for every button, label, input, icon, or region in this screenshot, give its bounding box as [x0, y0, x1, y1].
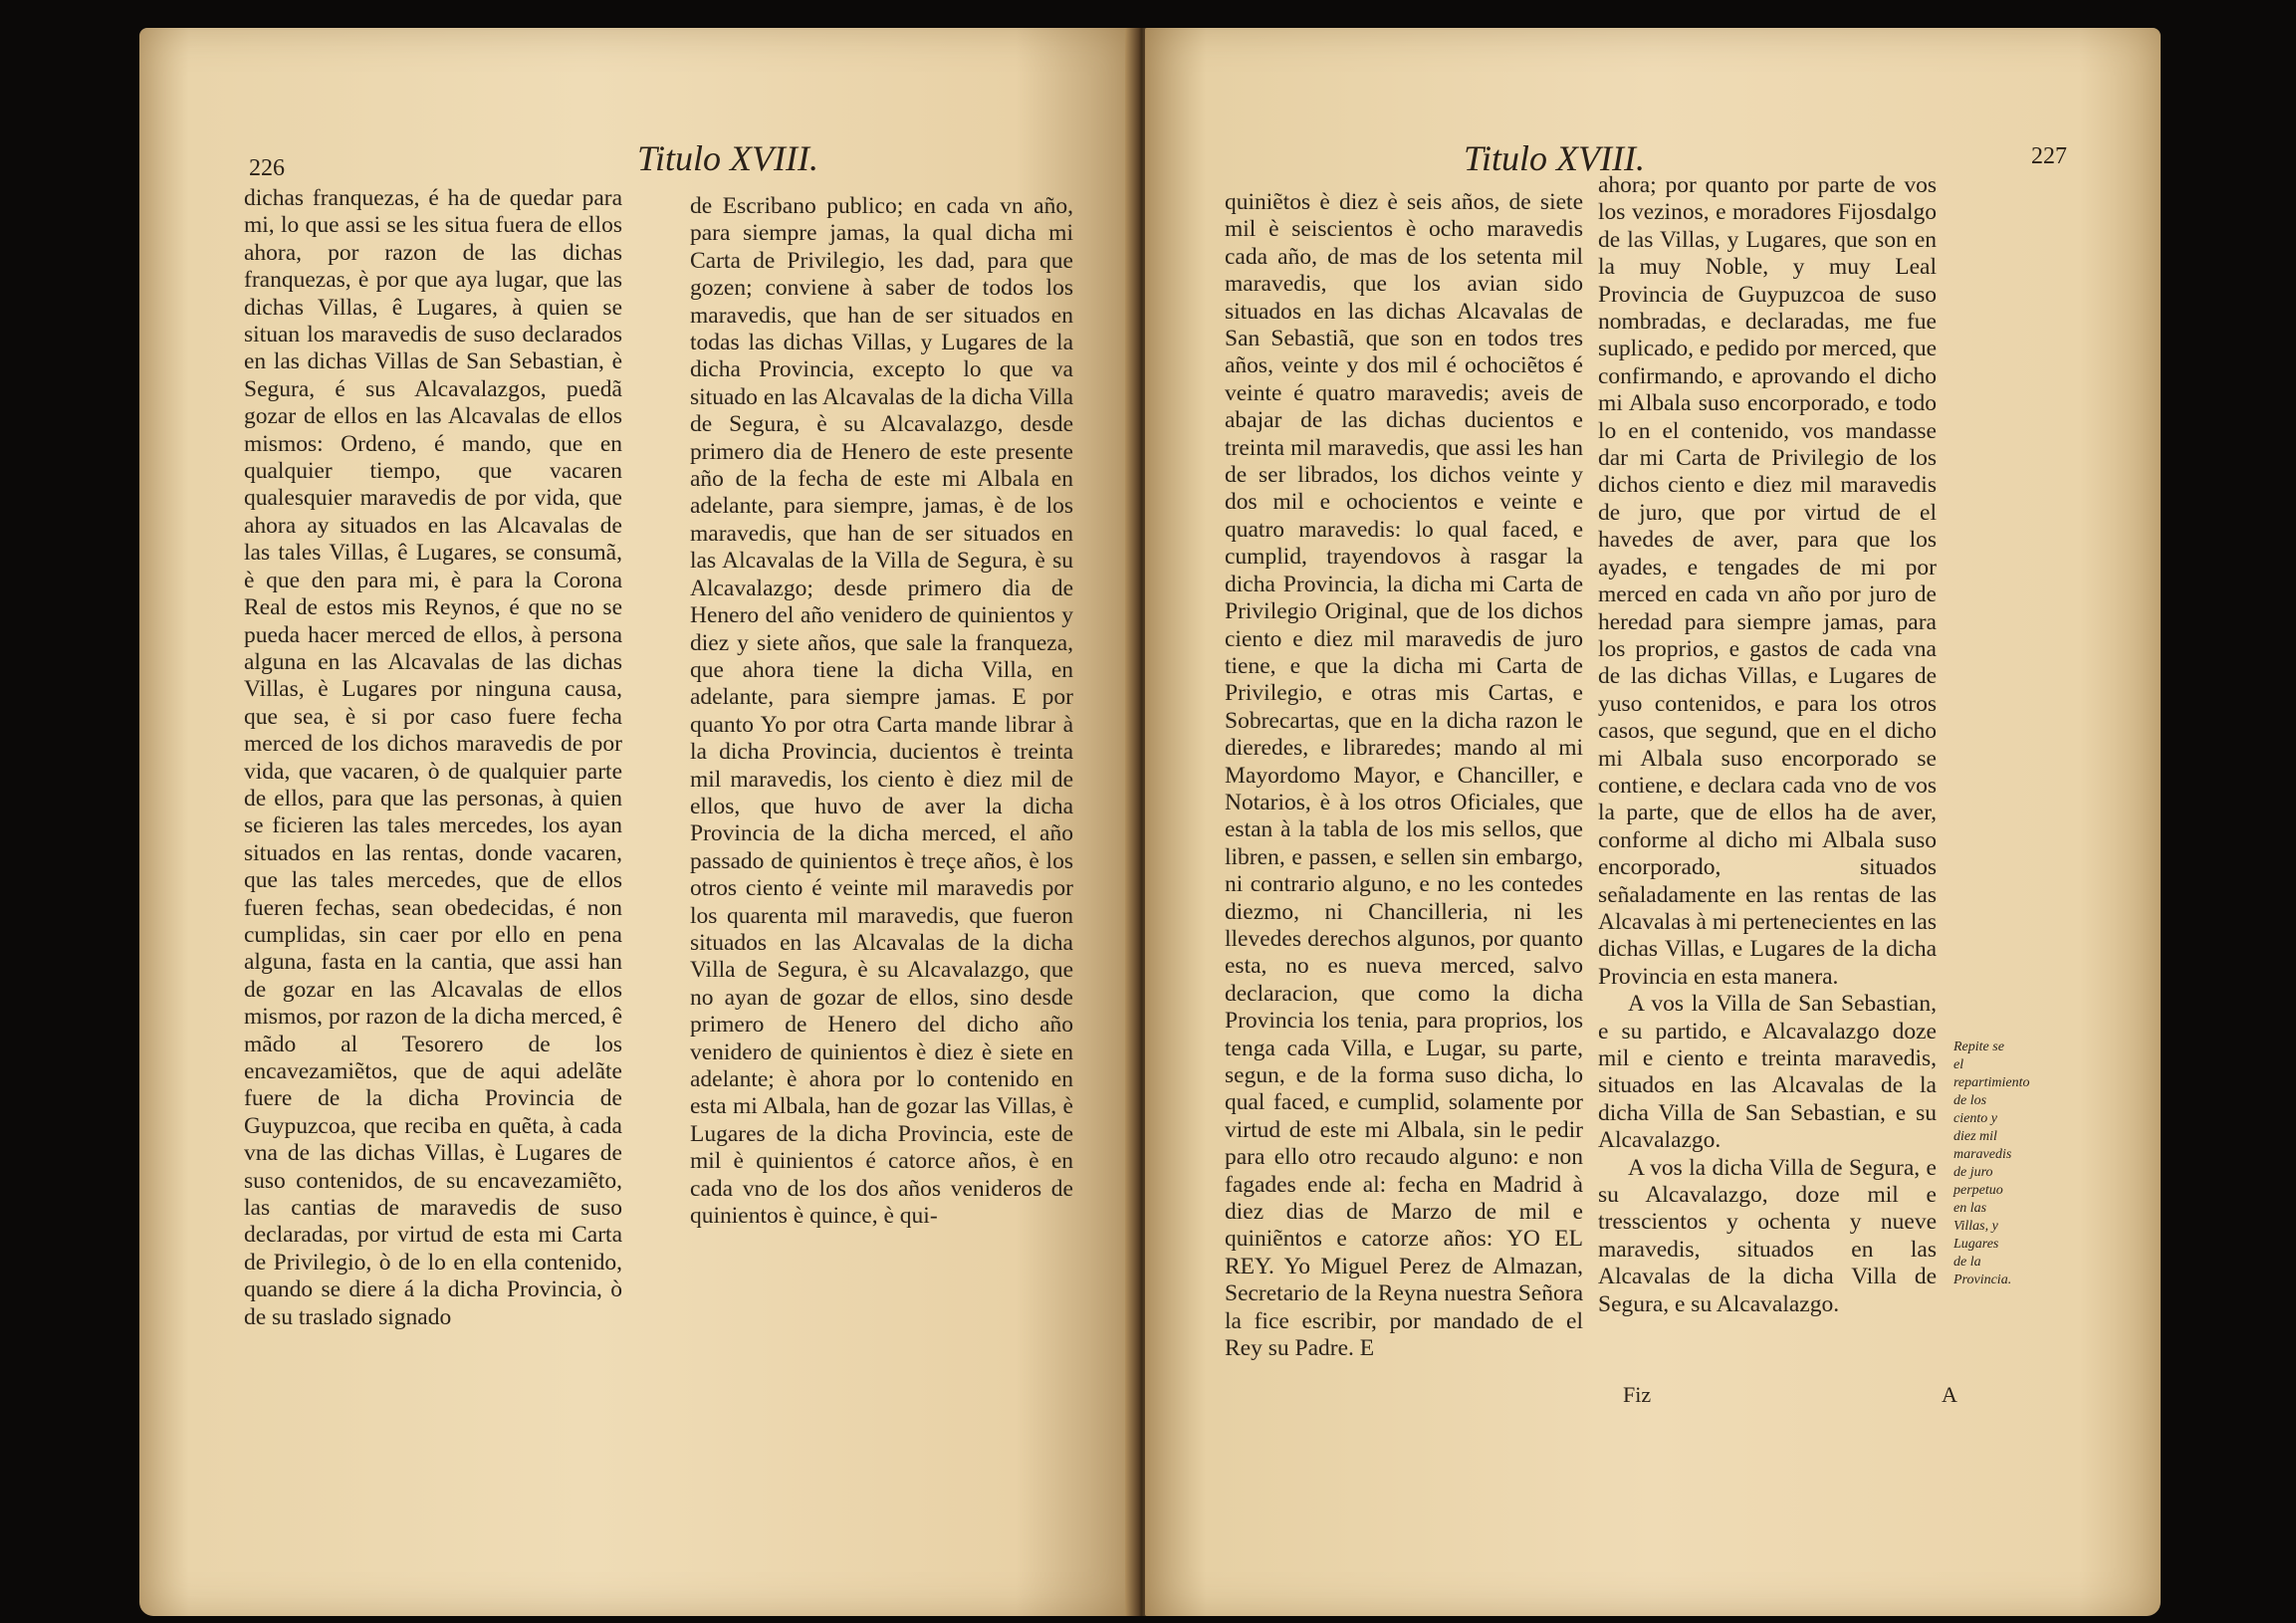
- right-page: [1145, 28, 2161, 1616]
- signature-mark: A: [1942, 1382, 1957, 1407]
- left-column-2: [690, 193, 1073, 1230]
- right-paragraph-2: A vos la Villa de San Sebastian, e su partido, e Alcavalazgo doze mil e ciento e treinta maravedis, situados en las Alcavalas de la dicha Villa de San Sebastian, e su Alcavalazgo.: [1598, 991, 1937, 1154]
- left-page-number-text: 226: [249, 155, 285, 181]
- right-column-2-text: ahora; por quanto por parte de vos los vezinos, e moradores Fijosdalgo de las Villas, y Lugares, que son en la muy Noble, y muy Leal Provincia de Guypuzcoa de suso nombradas, e declaradas, me fue suplicado, e pedido por merced, que confirmando, e aprovando el dicho mi Albala suso encorporado, e todo lo en el contenido, vos mandasse dar mi Carta de Privilegio de los dichos ciento e diez mil maravedis de juro, que por virtud de el havedes de aver, para que los ayades, e tengades de mi por merced en cada vn año por juro de heredad para siempre jamas, para los proprios, e gastos de cada vna de las dichas Villas, e Lugares de yuso contenidos, e para los otros casos, que segund, que en el dicho mi Albala suso encorporado se contiene, e declara cada vno de vos la parte, que de ellos ha de aver, conforme al dicho mi Albala suso encorporado, situados señaladamente en las rentas de las Alcavalas à mi pertenecientes en las dichas Villas, e Lugares de la dicha Provincia en esta manera.: [1598, 172, 1937, 990]
- right-page-number-text: 227: [2031, 143, 2067, 169]
- right-page-number: [2031, 137, 2067, 171]
- left-column-1-text: dichas franquezas, é ha de quedar para mi, lo que assi se les situa fuera de ellos ahora, por razon de las dichas franquezas, è por que aya lugar, que las dichas Villas, ê Lugares, à quien se situan los maravedis de suso declarados en las dichas Villas de San Sebastian, è Segura, é sus Alcavalazgos, puedã gozar de ellos en las Alcavalas de ellos mismos: Ordeno, é mando, que en qualquier tiempo, que vacaren qualesquier maravedis de por vida, que ahora ay situados en las Alcavalas de las tales Villas, ê Lugares, se consumã, è que den para mi, è para la Corona Real de estos mis Reynos, é que no se pueda hacer merced de ellos, à persona alguna en las Alcavalas de las dichas Villas, è Lugares por ninguna causa, que sea, è si por caso fuere fecha merced de los dichos maravedis de por vida, que vacaren, ò de qualquier parte de ellos, para que las personas, à quien se ficieren las tales mercedes, los ayan situados en las rentas, donde vacaren, que las tales mercedes, que de ellos fueren fechas, sean obedecidas, é non cumplidas, sin caer por ello en pena alguna, fasta en la cantia, que assi han de gozar en las Alcavalas de ellos mismos, por razon de la dicha merced, ê mãdo al Tesorero de los encavezamiẽtos, que de aqui adelãte fuere de la dicha Provincia de Guypuzcoa, que reciba en quẽta, à cada vna de las dichas Villas, è Lugares de suso contenidos, de su encavezamiẽto, las cantias de maravedis de suso declaradas, por virtud de esta mi Carta de Privilegio, ò de lo en ella contenido, quando se diere á la dicha Provincia, ò de su traslado signado: [244, 185, 622, 1330]
- margin-note: Repite se el repartimiento de los ciento y diez mil maravedis de juro perpetuo en las Villas, y Lugares de la Provincia.: [1953, 1040, 2030, 1287]
- left-running-title-text: Titulo XVIII.: [637, 138, 818, 178]
- left-running-title: [637, 137, 818, 179]
- right-running-title-text: Titulo XVIII.: [1464, 138, 1645, 178]
- left-page: [139, 28, 1135, 1616]
- left-column-1: [244, 185, 622, 1331]
- right-paragraph-3: A vos la dicha Villa de Segura, e su Alcavalazgo, doze mil e tresscientos y ochenta y nueve maravedis, situados en las Alcavalas de la dicha Villa de Segura, e su Alcavalazgo.: [1598, 1154, 1937, 1317]
- catchword: Fiz: [1623, 1382, 1652, 1407]
- right-column-1-text: quiniẽtos è diez è seis años, de siete mil è seiscientos è ocho maravedis cada año, de mas de los setenta mil maravedis, que los avian sido situados en las dichas Alcavalas de San Sebastiã, que son en todos tres años, veinte y dos mil é ochociẽtos é veinte é quatro maravedis; aveis de abajar de las dichas ducientos e treinta mil maravedis, que assi les han de ser librados, los dichos veinte y dos mil e ochocientos e veinte e quatro maravedis: lo qual faced, e cumplid, trayendovos à rasgar la dicha Provincia, la dicha mi Carta de Privilegio Original, que de los dichos ciento e diez mil maravedis de juro tiene, e que la dicha mi Carta de Privilegio, e otras mis Cartas, e Sobrecartas, que en la dicha razon le dieredes, e libraredes; mando al mi Mayordomo Mayor, e Chanciller, e Notarios, è à los otros Oficiales, que estan à la tabla de los mis sellos, que libren, e passen, e sellen sin embargo, ni contrario alguno, e no les contedes diezmo, ni Chancilleria, ni les llevedes derechos algunos, por quanto esta, no es nueva merced, salvo declaracion, que como la dicha Provincia los tenia, para proprios, los tenga cada Villa, e Lugar, su parte, segun, e de la forma suso dicha, lo qual faced, e cumplid, solamente por virtud de este mi Albala, sin le pedir para ello otro recaudo alguno: e non fagades ende al: fecha en Madrid à diez dias de Marzo de mil e quiniẽntos e catorze años: YO EL REY. Yo Miguel Perez de Almazan, Secretario de la Reyna nuestra Señora la fice escribir, por mandado de el Rey su Padre. E: [1225, 189, 1583, 1362]
- left-column-2-text: de Escribano publico; en cada vn año, para siempre jamas, la qual dicha mi Carta de Privilegio, les dad, para que gozen; conviene à saber de todos los maravedis, que han de ser situados en todas las dichas Villas, y Lugares de la dicha Provincia, excepto lo que va situado en las Alcavalas de la dicha Villa de Segura, è su Alcavalazgo, desde primero dia de Henero de este presente año de la fecha de este mi Albala en adelante, para siempre, jamas, è de los maravedis, que han de ser situados en las Alcavalas de la Villa de Segura, è su Alcavalazgo; desde primero dia de Henero del año venidero de quinientos y diez y siete años, que sale la franqueza, que ahora tiene la dicha Villa, en adelante, para siempre jamas. E por quanto Yo por otra Carta mande librar à la dicha Provincia, ducientos è treinta mil maravedis, los ciento è diez mil de ellos, que huvo de aver la dicha Provincia de la dicha merced, el año passado de quinientos è treçe años, è los otros ciento é veinte mil maravedis por los quarenta mil maravedis, que fueron situados en las Alcavalas de la dicha Villa de Segura, è su Alcavalazgo, que no ayan de gozar de ellos, sino desde primero de Henero del dicho año venidero de quinientos è diez è siete en adelante; è ahora por lo contenido en esta mi Albala, han de gozar las Villas, è Lugares de la dicha Provincia, este de mil è quinientos é catorce años, è en cada vno de los dos años venideros de quinientos è quince, è qui-: [690, 193, 1073, 1230]
- open-book: [139, 28, 2161, 1616]
- right-column-2: [1598, 172, 1937, 1318]
- right-column-1: [1225, 189, 1583, 1362]
- left-page-number: [249, 149, 285, 183]
